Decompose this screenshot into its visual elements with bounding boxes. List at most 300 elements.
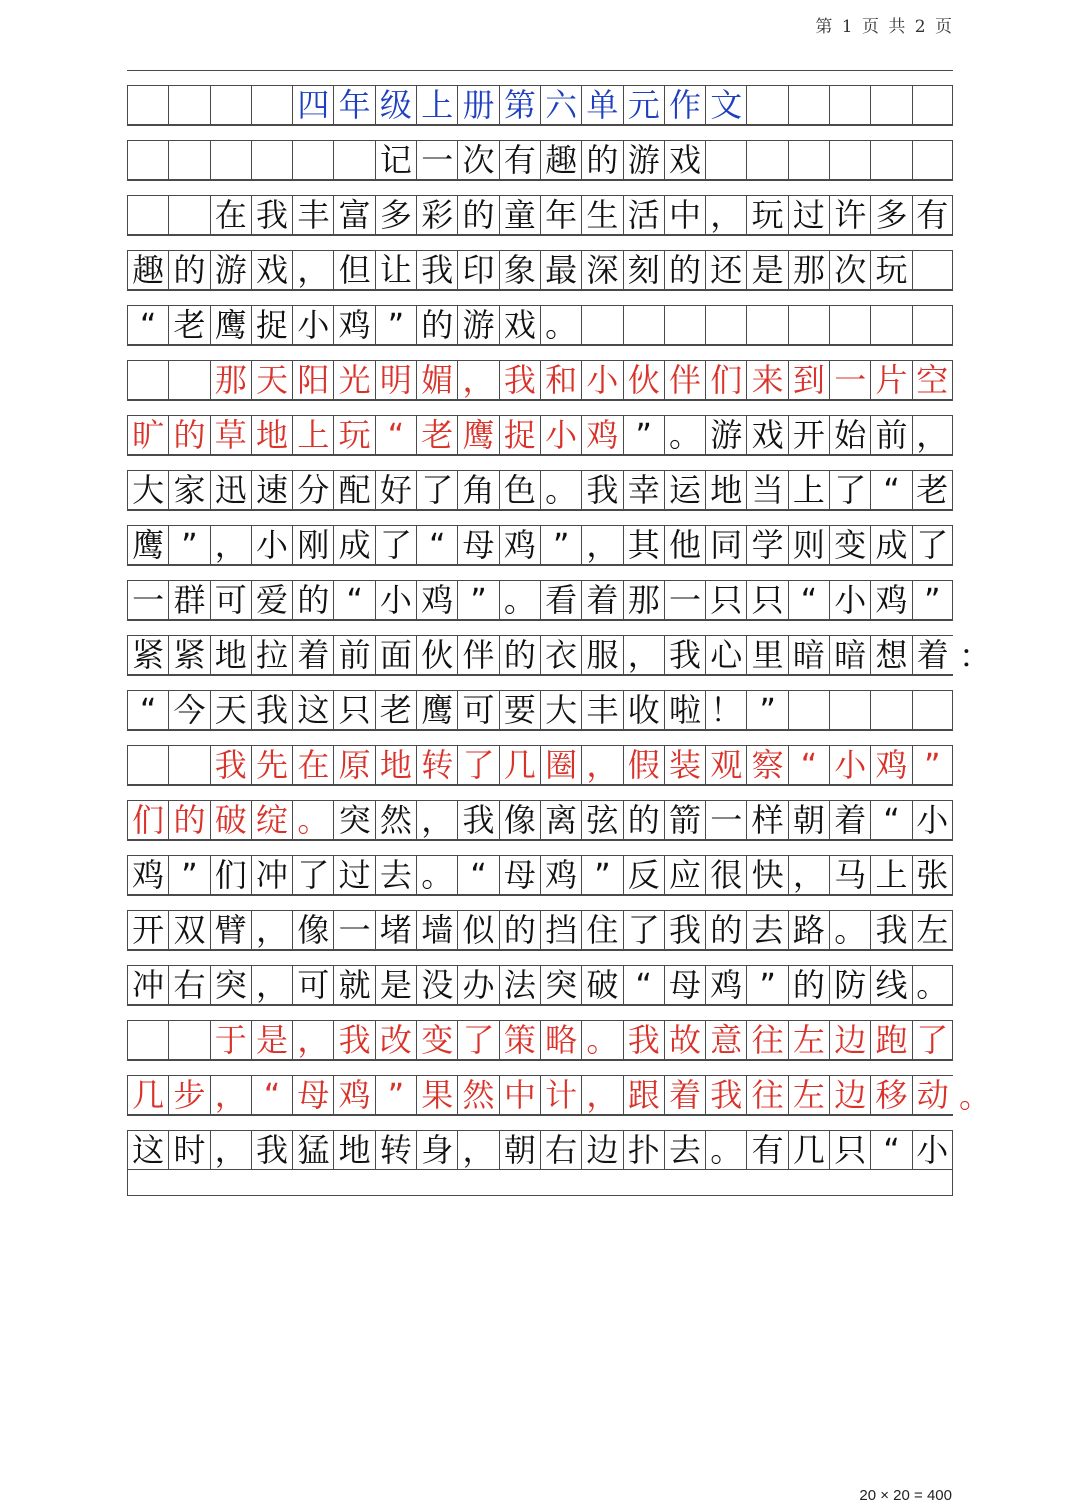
grid-cell: “: [788, 581, 829, 619]
grid-cell: 。: [664, 416, 705, 454]
grid-cell: “: [251, 1076, 292, 1114]
grid-cell: 收: [623, 691, 664, 729]
grid-cell: 双: [168, 911, 209, 949]
grid-cell: 我: [664, 911, 705, 949]
grid-cell: 富: [333, 196, 374, 234]
grid-cell: 想: [870, 636, 911, 674]
grid-cell: 捉: [251, 306, 292, 344]
overflow-punctuation: 。: [959, 1077, 992, 1115]
grid-cell: 我: [251, 691, 292, 729]
grid-cell: ”: [540, 526, 581, 564]
grid-cell: 略: [540, 1021, 581, 1059]
grid-cell: 只: [746, 581, 787, 619]
grid-cell: 样: [746, 801, 787, 839]
grid-cell: 始: [829, 416, 870, 454]
grid-cell: 伴: [664, 361, 705, 399]
grid-cell: 着: [912, 636, 953, 674]
grid-cell: 第: [499, 86, 540, 124]
grid-cell: 右: [168, 966, 209, 1004]
grid-cell: 张: [912, 856, 953, 894]
grid-cell: 色: [499, 471, 540, 509]
grid-cell: 丰: [581, 691, 622, 729]
grid-cell: 小: [912, 801, 953, 839]
grid-cell: 角: [457, 471, 498, 509]
grid-cell: 路: [788, 911, 829, 949]
grid-cell: [870, 691, 911, 729]
grid-cell: 着: [664, 1076, 705, 1114]
grid-cell: 只: [705, 581, 746, 619]
grid-cell: 一: [127, 581, 168, 619]
grid-cell: 趣: [540, 141, 581, 179]
grid-cell: 冲: [127, 966, 168, 1004]
grid-cell: 的: [499, 911, 540, 949]
grid-cell: ”: [746, 691, 787, 729]
grid-cell: 可: [210, 581, 251, 619]
grid-cell: 们: [210, 856, 251, 894]
essay-text-row: [127, 1020, 953, 1060]
grid-cell: 的: [168, 801, 209, 839]
grid-cell: ”: [168, 856, 209, 894]
grid-cell: 的: [581, 141, 622, 179]
grid-cell: ，: [210, 526, 251, 564]
grid-cell: ”: [457, 581, 498, 619]
grid-cell: 鸡: [416, 581, 457, 619]
grid-cell: 次: [457, 141, 498, 179]
grid-cell: [870, 306, 911, 344]
grid-cell: 一: [829, 361, 870, 399]
essay-text-row: [127, 1075, 992, 1115]
essay-text-row: [127, 800, 953, 840]
grid-cell: 但: [333, 251, 374, 289]
grid-cell: 老: [416, 416, 457, 454]
grid-cell: 上: [292, 416, 333, 454]
grid-cell: 然: [375, 801, 416, 839]
grid-cell: 趣: [127, 251, 168, 289]
grid-cell: 丰: [292, 196, 333, 234]
grid-spacer-row: [127, 400, 953, 415]
grid-cell: 转: [375, 1131, 416, 1169]
grid-cell: 这: [127, 1131, 168, 1169]
grid-cell: 爱: [251, 581, 292, 619]
grid-cell: 上: [416, 86, 457, 124]
grid-cell: 单: [581, 86, 622, 124]
grid-cell: [168, 746, 209, 784]
grid-cell: 。: [540, 471, 581, 509]
grid-cell: 。: [705, 1131, 746, 1169]
grid-cell: “: [870, 1131, 911, 1169]
grid-cell: 住: [581, 911, 622, 949]
grid-cell: 这: [292, 691, 333, 729]
grid-cell: 了: [623, 911, 664, 949]
grid-cell: 计: [540, 1076, 581, 1114]
grid-cell: 里: [746, 636, 787, 674]
grid-spacer-row: [127, 125, 953, 140]
grid-cell: 则: [788, 526, 829, 564]
essay-text-row: [127, 195, 953, 235]
grid-cell: [746, 306, 787, 344]
grid-cell: 小: [375, 581, 416, 619]
grid-cell: [168, 1021, 209, 1059]
essay-text-row: [127, 250, 953, 290]
grid-cell: [168, 196, 209, 234]
grid-cell: 册: [457, 86, 498, 124]
grid-cell: 刚: [292, 526, 333, 564]
grid-cell: 成: [870, 526, 911, 564]
grid-cell: 一: [705, 801, 746, 839]
grid-cell: 。: [581, 1021, 622, 1059]
grid-cell: 让: [375, 251, 416, 289]
grid-cell: ”: [746, 966, 787, 1004]
essay-text-row: [127, 580, 953, 620]
grid-cell: 他: [664, 526, 705, 564]
grid-cell: 鹰: [416, 691, 457, 729]
grid-cell: 鸡: [870, 746, 911, 784]
grid-cell: “: [457, 856, 498, 894]
grid-cell: 上: [870, 856, 911, 894]
grid-cell: [870, 141, 911, 179]
grid-cell: 过: [333, 856, 374, 894]
grid-cell: 老: [375, 691, 416, 729]
grid-cell: 朝: [788, 801, 829, 839]
grid-cell: 中: [664, 196, 705, 234]
grid-cell: 小: [251, 526, 292, 564]
grid-cell: 次: [829, 251, 870, 289]
grid-cell: [333, 141, 374, 179]
grid-cell: 群: [168, 581, 209, 619]
grid-spacer-row: [127, 895, 953, 910]
grid-cell: ”: [375, 306, 416, 344]
grid-cell: 媚: [416, 361, 457, 399]
grid-cell: 了: [416, 471, 457, 509]
grid-cell: 年: [540, 196, 581, 234]
grid-cell: 一: [333, 911, 374, 949]
grid-cell: 于: [210, 1021, 251, 1059]
grid-cell: 挡: [540, 911, 581, 949]
grid-cell: 地: [251, 416, 292, 454]
grid-cell: 的: [168, 251, 209, 289]
grid-cell: 来: [746, 361, 787, 399]
grid-spacer-row: [127, 675, 953, 690]
grid-cell: 上: [788, 471, 829, 509]
grid-cell: 伴: [457, 636, 498, 674]
grid-cell: 我: [251, 1131, 292, 1169]
grid-cell: 老: [912, 471, 953, 509]
grid-cell: [127, 1021, 168, 1059]
grid-cell: 印: [457, 251, 498, 289]
grid-cell: ，: [251, 911, 292, 949]
essay-title-row: [127, 140, 953, 180]
grid-cell: 游: [457, 306, 498, 344]
grid-cell: 们: [705, 361, 746, 399]
grid-cell: 冲: [251, 856, 292, 894]
grid-cell: 最: [540, 251, 581, 289]
grid-cell: 是: [375, 966, 416, 1004]
grid-cell: ，: [210, 1076, 251, 1114]
grid-cell: 拉: [251, 636, 292, 674]
grid-cell: 鸡: [581, 416, 622, 454]
grid-spacer-row: [127, 840, 953, 855]
grid-cell: ”: [623, 416, 664, 454]
grid-cell: 去: [375, 856, 416, 894]
grid-cell: 了: [375, 526, 416, 564]
grid-cell: ，: [623, 636, 664, 674]
grid-cell: 没: [416, 966, 457, 1004]
grid-cell: 小: [292, 306, 333, 344]
grid-cell: 跑: [870, 1021, 911, 1059]
grid-cell: [912, 691, 953, 729]
grid-cell: ，: [416, 801, 457, 839]
grid-cell: ，: [457, 1131, 498, 1169]
grid-cell: 天: [251, 361, 292, 399]
grid-cell: 玩: [333, 416, 374, 454]
grid-cell: 破: [210, 801, 251, 839]
grid-cell: 的: [705, 911, 746, 949]
grid-cell: “: [788, 746, 829, 784]
grid-cell: 玩: [870, 251, 911, 289]
grid-cell: 。: [416, 856, 457, 894]
grid-cell: 生: [581, 196, 622, 234]
grid-cell: 空: [912, 361, 953, 399]
grid-cell: 衣: [540, 636, 581, 674]
grid-cell: [210, 141, 251, 179]
grid-size-footer: 20 × 20 = 400: [859, 1487, 952, 1504]
grid-cell: 弦: [581, 801, 622, 839]
grid-cell: 游: [210, 251, 251, 289]
grid-cell: 天: [210, 691, 251, 729]
grid-cell: 紧: [168, 636, 209, 674]
grid-cell: [292, 141, 333, 179]
grid-cell: [168, 141, 209, 179]
grid-cell: 去: [746, 911, 787, 949]
grid-cell: 可: [292, 966, 333, 1004]
grid-cell: 去: [664, 1131, 705, 1169]
grid-cell: “: [375, 416, 416, 454]
grid-cell: 片: [870, 361, 911, 399]
grid-cell: 开: [788, 416, 829, 454]
grid-cell: 刻: [623, 251, 664, 289]
grid-cell: 配: [333, 471, 374, 509]
grid-cell: 鹰: [457, 416, 498, 454]
grid-cell: 分: [292, 471, 333, 509]
grid-cell: 小: [912, 1131, 953, 1169]
grid-cell: [581, 306, 622, 344]
grid-cell: 在: [292, 746, 333, 784]
grid-cell: [912, 86, 953, 124]
grid-cell: 往: [746, 1021, 787, 1059]
grid-cell: 了: [912, 526, 953, 564]
grid-cell: 还: [705, 251, 746, 289]
grid-cell: [623, 306, 664, 344]
grid-cell: 年: [333, 86, 374, 124]
grid-cell: 就: [333, 966, 374, 1004]
grid-cell: 了: [457, 746, 498, 784]
grid-cell: 地: [375, 746, 416, 784]
grid-cell: 中: [499, 1076, 540, 1114]
grid-cell: 鸡: [333, 306, 374, 344]
essay-text-row: [127, 1130, 953, 1170]
grid-cell: 地: [705, 471, 746, 509]
grid-cell: 鹰: [210, 306, 251, 344]
grid-cell: 是: [746, 251, 787, 289]
grid-cell: 改: [375, 1021, 416, 1059]
grid-cell: 突: [540, 966, 581, 1004]
grid-cell: 马: [829, 856, 870, 894]
grid-cell: ”: [375, 1076, 416, 1114]
grid-cell: 速: [251, 471, 292, 509]
grid-cell: 的: [457, 196, 498, 234]
essay-unit-title-row: [127, 85, 953, 125]
grid-cell: 法: [499, 966, 540, 1004]
grid-cell: 动: [912, 1076, 953, 1114]
essay-text-row: [127, 415, 953, 455]
grid-cell: [127, 196, 168, 234]
grid-cell: 象: [499, 251, 540, 289]
grid-cell: 前: [870, 416, 911, 454]
grid-cell: 我: [664, 636, 705, 674]
grid-cell: 步: [168, 1076, 209, 1114]
grid-cell: [788, 141, 829, 179]
essay-text-row: [127, 360, 953, 400]
grid-cell: 面: [375, 636, 416, 674]
grid-cell: 大: [127, 471, 168, 509]
grid-cell: 几: [127, 1076, 168, 1114]
grid-cell: 戏: [664, 141, 705, 179]
grid-cell: 在: [210, 196, 251, 234]
grid-cell: 鹰: [127, 526, 168, 564]
grid-cell: “: [127, 306, 168, 344]
grid-cell: 的: [499, 636, 540, 674]
grid-cell: 一: [416, 141, 457, 179]
grid-cell: 看: [540, 581, 581, 619]
grid-cell: 绽: [251, 801, 292, 839]
grid-cell: 戏: [746, 416, 787, 454]
grid-cell: 许: [829, 196, 870, 234]
grid-cell: [746, 141, 787, 179]
grid-cell: 左: [912, 911, 953, 949]
grid-cell: 游: [623, 141, 664, 179]
grid-cell: [829, 86, 870, 124]
grid-spacer-row: [127, 70, 953, 85]
grid-cell: 老: [168, 306, 209, 344]
grid-spacer-row: [127, 290, 953, 305]
grid-cell: 鸡: [705, 966, 746, 1004]
essay-text-row: [127, 910, 953, 950]
grid-cell: 的: [416, 306, 457, 344]
grid-cell: ，: [292, 251, 333, 289]
grid-cell: 学: [746, 526, 787, 564]
grid-cell: [127, 141, 168, 179]
grid-cell: 鸡: [333, 1076, 374, 1114]
grid-cell: 我: [333, 1021, 374, 1059]
essay-text-row: [127, 305, 953, 345]
grid-cell: 们: [127, 801, 168, 839]
grid-cell: 扑: [623, 1131, 664, 1169]
grid-cell: 前: [333, 636, 374, 674]
essay-text-row: [127, 855, 953, 895]
grid-cell: 大: [540, 691, 581, 729]
grid-cell: 我: [623, 1021, 664, 1059]
grid-cell: 成: [333, 526, 374, 564]
grid-cell: ，: [581, 1076, 622, 1114]
essay-text-row: [127, 690, 953, 730]
grid-cell: 墙: [416, 911, 457, 949]
grid-cell: 身: [416, 1131, 457, 1169]
essay-text-row: [127, 525, 953, 565]
grid-bottom-margin: [127, 1170, 953, 1196]
grid-cell: “: [623, 966, 664, 1004]
grid-cell: 好: [375, 471, 416, 509]
grid-cell: ”: [912, 746, 953, 784]
grid-cell: 突: [210, 966, 251, 1004]
grid-cell: 装: [664, 746, 705, 784]
grid-cell: 母: [664, 966, 705, 1004]
grid-cell: [788, 691, 829, 729]
grid-cell: 伙: [623, 361, 664, 399]
grid-cell: 伙: [416, 636, 457, 674]
grid-cell: 阳: [292, 361, 333, 399]
grid-cell: 那: [210, 361, 251, 399]
grid-spacer-row: [127, 1060, 953, 1075]
grid-cell: [788, 306, 829, 344]
grid-spacer-row: [127, 1005, 953, 1020]
grid-cell: ，: [251, 966, 292, 1004]
grid-cell: 了: [912, 1021, 953, 1059]
grid-cell: 服: [581, 636, 622, 674]
grid-cell: ”: [581, 856, 622, 894]
grid-spacer-row: [127, 950, 953, 965]
grid-cell: 似: [457, 911, 498, 949]
grid-cell: [829, 306, 870, 344]
grid-cell: 圈: [540, 746, 581, 784]
overflow-punctuation: ：: [959, 637, 992, 675]
grid-cell: 。: [829, 911, 870, 949]
grid-cell: 元: [623, 86, 664, 124]
grid-cell: 了: [829, 471, 870, 509]
grid-cell: 策: [499, 1021, 540, 1059]
grid-spacer-row: [127, 510, 953, 525]
grid-spacer-row: [127, 565, 953, 580]
grid-cell: 是: [251, 1021, 292, 1059]
grid-spacer-row: [127, 730, 953, 745]
grid-cell: 像: [499, 801, 540, 839]
grid-cell: 。: [540, 306, 581, 344]
grid-cell: [870, 86, 911, 124]
grid-cell: 往: [746, 1076, 787, 1114]
grid-cell: 小: [581, 361, 622, 399]
grid-cell: 跟: [623, 1076, 664, 1114]
grid-cell: 有: [912, 196, 953, 234]
grid-cell: 暗: [788, 636, 829, 674]
grid-cell: 几: [499, 746, 540, 784]
grid-cell: 离: [540, 801, 581, 839]
grid-cell: 左: [788, 1021, 829, 1059]
grid-cell: 像: [292, 911, 333, 949]
grid-cell: 地: [333, 1131, 374, 1169]
grid-cell: 我: [251, 196, 292, 234]
grid-cell: 当: [746, 471, 787, 509]
grid-cell: 明: [375, 361, 416, 399]
grid-cell: 光: [333, 361, 374, 399]
grid-cell: 了: [292, 856, 333, 894]
essay-text-row: [127, 965, 953, 1005]
grid-cell: 紧: [127, 636, 168, 674]
grid-spacer-row: [127, 620, 953, 635]
grid-cell: 幸: [623, 471, 664, 509]
grid-cell: 四: [292, 86, 333, 124]
grid-cell: 游: [705, 416, 746, 454]
grid-cell: [664, 306, 705, 344]
grid-cell: 有: [499, 141, 540, 179]
